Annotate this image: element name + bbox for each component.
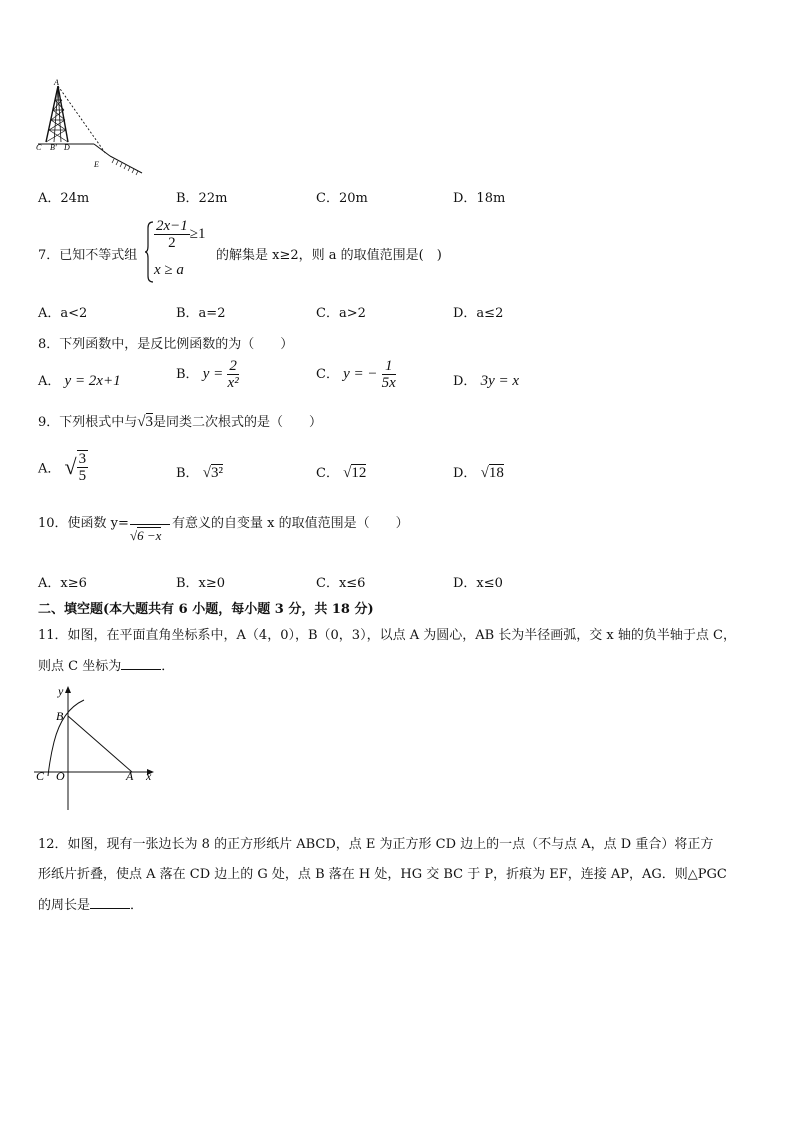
q9-option-a[interactable] xyxy=(38,450,88,484)
q11-fig-label-c: C xyxy=(36,769,45,783)
q9-option-a-numerator: 3 xyxy=(78,451,87,467)
q11-answer-blank[interactable] xyxy=(121,657,161,670)
q9-stem-radical: √3 xyxy=(137,414,154,430)
q11-line1: 11．如图，在平面直角坐标系中，A（4，0），B（0，3），以点 A 为圆心，AB 长为半径画弧，交 x 轴的负半轴于点 C， xyxy=(38,628,736,643)
q9-option-c-label: C． xyxy=(316,466,339,481)
q11-fig-label-b: B xyxy=(56,709,64,723)
q9-option-d[interactable] xyxy=(453,462,504,482)
q7-option-a[interactable]: A．a<2 xyxy=(38,306,88,321)
q9-stem-radicand: 3 xyxy=(145,414,154,430)
q9-option-a-radical-icon: √ xyxy=(64,454,77,479)
q8-option-b-label: B． xyxy=(176,367,199,382)
q8-option-c-label: C． xyxy=(316,367,339,382)
q9-stem-prefix: 9．下列根式中与 xyxy=(38,415,138,430)
q7-row1-numerator: 2x−1 xyxy=(156,218,188,234)
q9-option-b[interactable] xyxy=(176,462,223,482)
q9-option-c[interactable] xyxy=(316,462,366,482)
tower-label-b: B' xyxy=(50,143,57,152)
q9-option-a-label: A． xyxy=(38,461,61,477)
q10-stem-suffix: 有意义的自变量 x 的取值范围是（ ） xyxy=(172,516,409,531)
q12-line2: 形纸片折叠，使点 A 落在 CD 边上的 G 处，点 B 落在 H 处，HG 交 BC 于 P，折痕为 EF，连接 AP，AG．则△PGC xyxy=(38,867,727,882)
q11-fig-label-x: x xyxy=(146,769,152,783)
q11-coordinate-figure xyxy=(30,682,160,814)
q7-stem-prefix: 7．已知不等式组 xyxy=(38,248,138,263)
q8-stem: 8．下列函数中，是反比例函数的为（ ） xyxy=(38,337,294,352)
q6-option-a[interactable]: A．24m xyxy=(38,191,90,206)
q7-row2: x ≥ a xyxy=(154,262,184,278)
q11-fig-label-y: y xyxy=(58,684,64,698)
q10-option-c[interactable]: C．x≤6 xyxy=(316,576,366,591)
q9-option-d-radical: √18 xyxy=(480,465,504,481)
q8-option-c-denominator: 5x xyxy=(381,375,396,391)
q11-line2-text: 则点 C 坐标为 xyxy=(38,659,122,674)
q7-option-c[interactable]: C．a>2 xyxy=(316,306,366,321)
q8-option-a-label: A． xyxy=(38,374,61,389)
q7-stem-suffix: 的解集是 x≥2，则 a 的取值范围是( ) xyxy=(216,248,442,263)
q9-option-b-radical: √3² xyxy=(202,465,223,481)
q8-option-b[interactable] xyxy=(176,358,239,391)
q7-row1 xyxy=(154,218,206,251)
q9-stem xyxy=(38,411,322,431)
q10-fraction-bar xyxy=(130,512,170,525)
q7-row1-denominator: 2 xyxy=(168,235,176,251)
tower-label-c: C xyxy=(36,143,42,152)
q11-fig-label-a: A xyxy=(126,769,134,783)
q10-radicand: 6 −x xyxy=(137,528,162,543)
q11-line2: 则点 C 坐标为 ． xyxy=(38,659,175,674)
q9-stem-suffix: 是同类二次根式的是（ ） xyxy=(153,415,323,430)
q8-option-c[interactable] xyxy=(316,358,396,391)
q9-option-d-radicand: 18 xyxy=(488,465,504,481)
q9-option-d-label: D． xyxy=(453,466,477,481)
q10-radical-expr: √6 −x xyxy=(130,528,162,543)
q8-option-c-lhs: y = − xyxy=(343,366,378,382)
q8-option-c-numerator: 1 xyxy=(382,358,396,375)
q8-option-b-numerator: 2 xyxy=(229,358,237,374)
q10-option-b[interactable]: B．x≥0 xyxy=(176,576,226,591)
q7-brace-icon xyxy=(144,220,154,284)
tower-figure xyxy=(34,76,146,180)
q9-option-b-label: B． xyxy=(176,466,199,481)
q12-answer-blank[interactable] xyxy=(90,896,130,909)
q8-option-d-expr: 3y = x xyxy=(480,373,520,389)
q10-option-d[interactable]: D．x≤0 xyxy=(453,576,503,591)
q6-option-c[interactable]: C．20m xyxy=(316,191,368,206)
q10-option-a[interactable]: A．x≥6 xyxy=(38,576,87,591)
q7-option-b[interactable]: B．a=2 xyxy=(176,306,226,321)
q8-option-b-denominator: x² xyxy=(227,375,239,391)
q6-option-d[interactable]: D．18m xyxy=(453,191,506,206)
q12-line1: 12．如图，现有一张边长为 8 的正方形纸片 ABCD，点 E 为正方形 CD 边上的一点（不与点 A，点 D 重合）将正方 xyxy=(38,837,714,852)
q8-option-a-expr: y = 2x+1 xyxy=(64,373,121,389)
q10-stem-prefix: 10．使函数 y= xyxy=(38,516,129,531)
q8-option-d-label: D． xyxy=(453,374,477,389)
q8-option-b-lhs: y = xyxy=(202,366,224,382)
tower-label-d: D xyxy=(64,143,70,152)
q6-option-b[interactable]: B．22m xyxy=(176,191,228,206)
q7-row1-relation: ≥1 xyxy=(189,225,206,242)
q9-option-c-radicand: 12 xyxy=(351,465,367,481)
tower-label-e: E xyxy=(94,160,99,169)
tower-label-a: A xyxy=(54,78,59,87)
q7-option-d[interactable]: D．a≤2 xyxy=(453,306,504,321)
q11-fig-label-o: O xyxy=(56,769,65,783)
q12-line3-text: 的周长是 xyxy=(38,898,91,913)
section-2-title: 二、填空题(本大题共有 6 小题，每小题 3 分，共 18 分) xyxy=(38,602,374,617)
q8-option-a[interactable] xyxy=(38,370,121,390)
q9-option-c-radical: √12 xyxy=(343,465,367,481)
q8-option-d[interactable] xyxy=(453,370,519,390)
q9-option-b-radicand: 3² xyxy=(210,465,223,481)
q9-option-a-denominator: 5 xyxy=(78,468,87,484)
q12-line3: 的周长是 ． xyxy=(38,898,144,913)
